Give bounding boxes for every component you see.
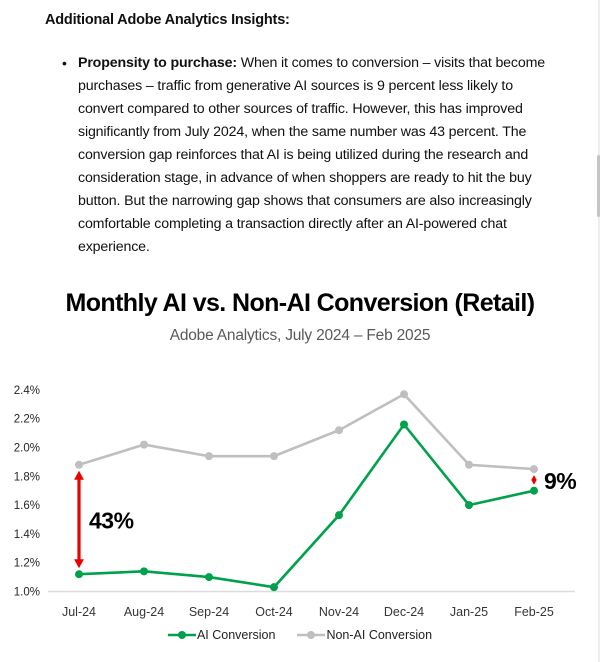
bullet-marker: • (62, 55, 67, 71)
x-tick-label: Feb-25 (514, 605, 554, 619)
data-point-ai-conversion (205, 573, 213, 581)
gap-annotation-label: 9% (544, 467, 577, 494)
data-point-non-ai-conversion (465, 461, 473, 469)
y-tick-label: 2.4% (13, 384, 40, 397)
legend-item-non-ai-conversion (297, 628, 432, 642)
chart-subtitle: Adobe Analytics, July 2024 – Feb 2025 (169, 327, 431, 344)
data-point-non-ai-conversion (140, 441, 148, 449)
data-point-ai-conversion (530, 487, 538, 495)
y-tick-label: 2.0% (13, 442, 40, 455)
data-point-non-ai-conversion (205, 452, 213, 460)
data-point-non-ai-conversion (270, 452, 278, 460)
y-tick-label: 1.2% (13, 557, 40, 570)
x-tick-label: Nov-24 (318, 605, 360, 619)
data-point-non-ai-conversion (400, 390, 408, 398)
chart-legend (0, 628, 600, 642)
section-heading: Additional Adobe Analytics Insights: (45, 12, 290, 28)
data-point-ai-conversion (335, 511, 343, 519)
x-tick-label: Jan-25 (449, 605, 489, 619)
data-point-non-ai-conversion (75, 461, 83, 469)
legend-item-ai-conversion (168, 628, 276, 642)
x-tick-label: Dec-24 (383, 605, 425, 619)
gap-arrow-43 (74, 471, 134, 568)
bullet-item (62, 52, 559, 259)
legend-label: AI Conversion (196, 628, 276, 642)
x-tick-label: Jul-24 (61, 605, 97, 619)
x-tick-label: Sep-24 (188, 605, 230, 619)
series-line-non-ai-conversion (79, 394, 534, 469)
x-tick-label: Aug-24 (123, 605, 165, 619)
gap-annotation-label: 43% (89, 507, 134, 534)
gap-arrow-9 (531, 468, 576, 494)
legend-label: Non-AI Conversion (326, 628, 433, 642)
data-point-ai-conversion (270, 583, 278, 591)
chart-title: Monthly AI vs. Non-AI Conversion (Retail) (65, 289, 535, 317)
bullet-lead: Propensity to purchase: (78, 55, 237, 71)
bullet-body: When it comes to conversion – visits that become purchases – traffic from generative AI sources is 9 percent less likely to convert compared to other sources of traffic. However, this has improved significantly from July 2024, when the same number was 43 percent. The conversion gap reinforces that AI is being utilized during the research and consideration stage, in advance of when shoppers are ready to hit the buy button. But the narrowing gap shows that consumers are also increasingly comfortable completing a transaction directly after an AI-powered chat experience. (78, 55, 546, 255)
y-tick-label: 1.6% (13, 500, 40, 513)
x-tick-label: Oct-24 (255, 605, 293, 619)
data-point-non-ai-conversion (335, 426, 343, 434)
data-point-non-ai-conversion (530, 465, 538, 473)
y-tick-label: 1.0% (13, 586, 40, 599)
y-tick-label: 1.8% (13, 471, 40, 484)
data-point-ai-conversion (400, 420, 408, 428)
y-tick-label: 1.4% (13, 528, 40, 541)
bullet-paragraph (78, 52, 559, 259)
conversion-line-chart (0, 375, 600, 625)
data-point-ai-conversion (465, 501, 473, 509)
legend-marker-icon (168, 630, 196, 640)
legend-marker-icon (297, 630, 325, 640)
data-point-ai-conversion (75, 570, 83, 578)
y-tick-label: 2.2% (13, 413, 40, 426)
data-point-ai-conversion (140, 567, 148, 575)
